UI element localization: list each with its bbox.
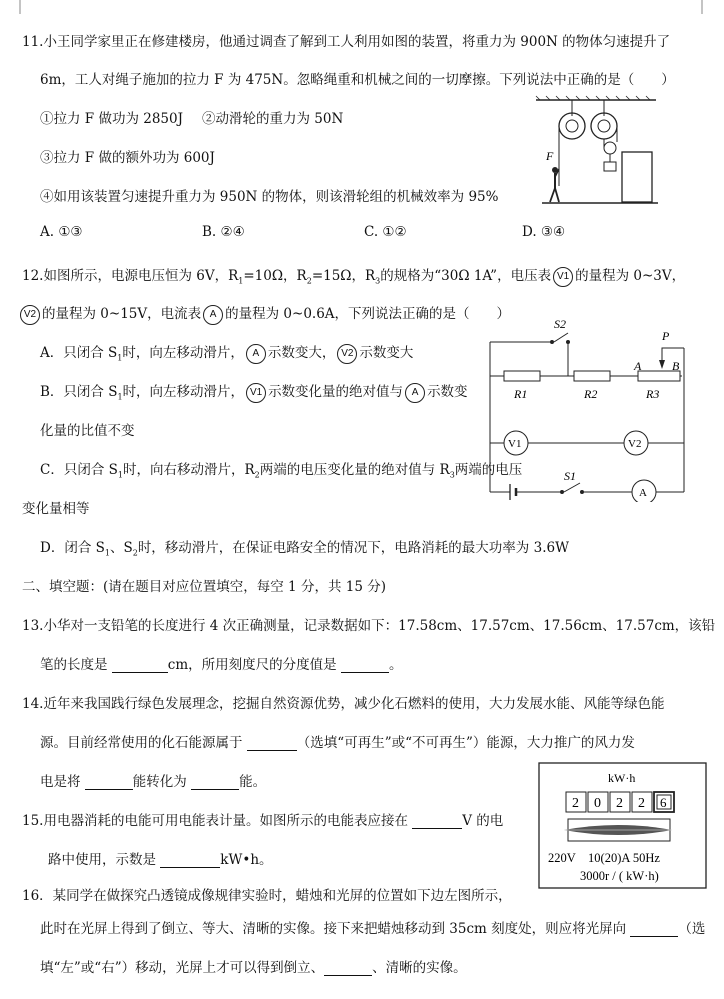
q11-statement-4: ④如用该装置匀速提升重力为 950N 的物体，则该滑轮组的机械效率为 95%: [40, 189, 499, 205]
q12-choice-c-cont: 变化量相等: [22, 501, 90, 517]
r3-label: R3: [646, 387, 660, 401]
pulley-figure: [528, 94, 662, 210]
voltmeter-v2-symbol: V2: [337, 344, 357, 364]
svg-text:2: 2: [638, 796, 645, 811]
energy-meter: [538, 762, 708, 890]
q12-stem-line2: V2 的量程为 0~15V，电流表 A 的量程为 0~0.6A，下列说法正确的是（ ）: [18, 302, 510, 325]
q15-stem-line1: 15.用电器消耗的电能可用电能表计量。如图所示的电能表应接在 V 的电: [22, 813, 504, 829]
q16-blank-direction[interactable]: [630, 922, 678, 937]
q15-blank-voltage[interactable]: [412, 814, 462, 829]
q13-stem-line2: 笔的长度是 cm，所用刻度尺的分度值是 。: [40, 657, 403, 673]
fixed-pulley-left: [559, 113, 585, 139]
q14-stem-line3: 电是将 能转化为 能。: [40, 774, 267, 790]
q11-choice-c[interactable]: C. ①②: [364, 224, 407, 240]
q15-stem-line2: 路中使用，示数是 kW•h。: [48, 852, 273, 868]
q13-blank-division[interactable]: [341, 658, 389, 673]
fixed-pulley-right: [591, 113, 617, 139]
voltmeter-v1-symbol: V1: [246, 383, 266, 403]
switch-s1: [564, 483, 580, 492]
meter-rev-constant: 3000r / ( kW·h): [580, 869, 659, 883]
resistor-r2: [574, 371, 610, 381]
circuit-diagram: [484, 316, 688, 502]
slider-arrow: [659, 360, 665, 369]
q12-choice-b-cont: 化量的比值不变: [40, 423, 135, 439]
force-label: F: [546, 149, 554, 163]
switch-s2: [554, 333, 568, 342]
ammeter-symbol: A: [246, 344, 266, 364]
q11-statement-3: ③拉力 F 做的额外功为 600J: [40, 150, 215, 166]
q13-blank-length[interactable]: [112, 658, 168, 673]
q14-blank-energy-type[interactable]: [247, 736, 297, 751]
q12-choice-b[interactable]: B．只闭合 $S_1$时，向左移动滑片， V1 示数变化量的绝对值与 A 示数变: [40, 384, 468, 402]
q12-choice-a[interactable]: A．只闭合 $S_1$时，向左移动滑片， A 示数变大， V2 示数变大: [40, 345, 414, 363]
voltmeter-v2-symbol: V2: [20, 305, 40, 325]
movable-pulley: [604, 142, 616, 154]
terminal-b-label: B: [672, 359, 680, 373]
svg-text:0: 0: [594, 796, 601, 811]
q11-choice-a[interactable]: A. ①③: [40, 224, 83, 240]
q14-stem-line1: 14.近年来我国践行绿色发展理念，挖掘自然资源优势，减少化石燃料的使用，大力发展水能、风能等绿色能: [22, 696, 665, 712]
load-box: [604, 162, 616, 171]
q13-stem-line1: 13.小华对一支铅笔的长度进行 4 次正确测量，记录数据如下：17.58cm、17.57cm、17.56cm、17.57cm，该铅: [22, 618, 716, 634]
meter-unit: kW·h: [608, 771, 636, 785]
svg-text:V1: V1: [508, 438, 522, 450]
q16-stem-line1: 16．某同学在做探究凸透镜成像规律实验时，蜡烛和光屏的位置如下边左图所示，: [22, 888, 512, 904]
ammeter-symbol: A: [203, 305, 223, 325]
q15-blank-reading[interactable]: [160, 853, 220, 868]
q16-blank-image-size[interactable]: [324, 961, 372, 976]
ammeter-symbol: A: [405, 383, 425, 403]
q14-stem-line2: 源。目前经常使用的化石能源属于 （选填“可再生”或“不可再生”）能源，大力推广的风力发: [40, 735, 635, 751]
q14-blank-from[interactable]: [85, 775, 133, 790]
slider-p-label: P: [662, 329, 670, 343]
svg-text:2: 2: [616, 796, 623, 811]
q12-choice-c[interactable]: C．只闭合 $S_1$时，向右移动滑片，$R_2$两端的电压变化量的绝对值与 $R_3$两端的电压: [40, 462, 523, 480]
q11-choice-b[interactable]: B. ②④: [202, 224, 245, 240]
svg-text:V2: V2: [628, 438, 642, 450]
corner-mark-right: [700, 0, 712, 16]
q16-stem-line2: 此时在光屏上得到了倒立、等大、清晰的实像。接下来把蜡烛移动到 35cm 刻度处，则应将光屏向 （选: [40, 921, 706, 937]
building-block: [622, 152, 652, 202]
q11-statement-1: ①拉力 F 做功为 2850J: [40, 111, 184, 127]
q12-choice-d[interactable]: D．闭合 $S_1$、$S_2$时，移动滑片，在保证电路安全的情况下，电路消耗的最大功率为 3.6W: [40, 540, 569, 558]
s1-label: S1: [564, 469, 576, 483]
s2-label: S2: [554, 317, 566, 331]
svg-text:6: 6: [660, 795, 667, 810]
q11-choice-d[interactable]: D. ③④: [522, 224, 566, 240]
svg-text:A: A: [639, 487, 647, 499]
q12-stem-line1: 12.如图所示，电源电压恒为 6V，$R_1=10\Omega$，$R_2=15\Omega$，$R_3$的规格为“30Ω 1A”，电压表 V1 的量程为 0~3V，: [22, 268, 686, 286]
meter-spec: 220V 10(20)A 50Hz: [548, 851, 660, 865]
q11-stem-line2: 6m，工人对绳子施加的拉力 F 为 475N。忽略绳重和机械之间的一切摩擦。下列说法中正确的是（ ）: [40, 72, 675, 88]
section-2-heading: 二、填空题：(请在题目对应位置填空，每空 1 分，共 15 分): [22, 579, 386, 595]
resistor-r1: [504, 371, 540, 381]
q11-statement-2: ②动滑轮的重力为 50N: [202, 111, 344, 127]
r1-label: R1: [514, 387, 528, 401]
voltmeter-v1-symbol: V1: [553, 267, 573, 287]
terminal-a-label: A: [634, 359, 642, 373]
r2-label: R2: [584, 387, 598, 401]
svg-text:2: 2: [572, 796, 579, 811]
q11-stem-line1: 11.小王同学家里正在修建楼房，他通过调查了解到工人利用如图的装置，将重力为 900N 的物体匀速提升了: [22, 34, 671, 50]
corner-mark-left: [10, 0, 22, 16]
q16-stem-line3: 填“左”或“右”）移动，光屏上才可以得到倒立、 、清晰的实像。: [40, 960, 467, 976]
q14-blank-to[interactable]: [191, 775, 239, 790]
